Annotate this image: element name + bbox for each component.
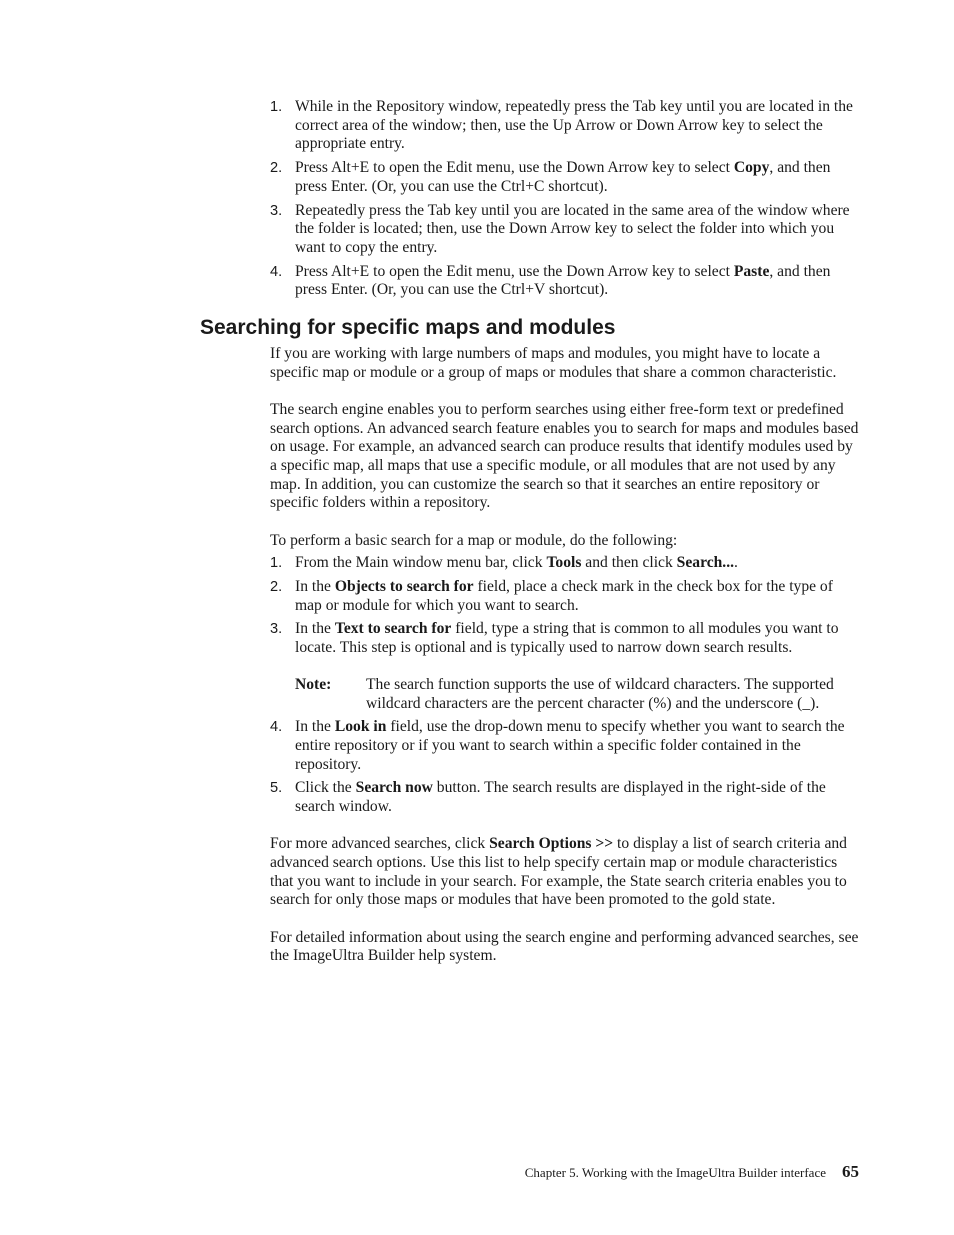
step-text: , and then press Enter. (Or, you can use the Ctrl+V shortcut). <box>295 262 831 299</box>
step-bold: Look in <box>334 718 387 736</box>
list-item <box>270 98 860 154</box>
step-number: 2. <box>270 160 283 177</box>
step-text: and then click <box>581 554 677 572</box>
search-steps-list-continued <box>270 718 860 817</box>
step-text: Click the <box>295 779 356 797</box>
step-text: While in the Repository window, repeatedly press the Tab key until you are located in the correct area of the window; then, use the Up Arrow or Down Arrow key to select the appropriate entry. <box>295 98 853 153</box>
list-item <box>270 578 860 615</box>
step-number: 3. <box>270 202 283 219</box>
step-text: field, place a check mark in the check box for the type of map or module for which you want to search. <box>295 578 833 614</box>
search-steps-list <box>270 554 860 658</box>
note-text: The search function supports the use of wildcard characters. The supported wildcard characters are the percent character (%) and the underscore (_). <box>366 675 834 712</box>
paragraph-search-engine: The search engine enables you to perform searches using either free-form text or predefined search options. An advanced search feature enables you to search for maps and modules based on usage. For example, an advanced search can produce results that identify modules used by a specific map, all maps that use a specific module, or all modules that are not used by any map. In addition, you can customize the search so that it searches an entire repository or specific folders within a repository. <box>270 400 859 512</box>
paragraph-lead-in: To perform a basic search for a map or module, do the following: <box>270 531 678 549</box>
step-number: 5. <box>270 780 283 797</box>
paragraph-text: For more advanced searches, click <box>270 835 490 853</box>
list-item <box>270 718 860 774</box>
note-block <box>295 676 860 713</box>
step-text: button. The search results are displayed in the right-side of the search window. <box>295 779 826 816</box>
step-bold: Search now <box>355 779 433 797</box>
section-body <box>270 345 860 984</box>
note-label: Note: <box>295 675 332 693</box>
step-number: 4. <box>270 719 283 736</box>
step-text: In the <box>295 718 335 736</box>
step-bold: Copy <box>733 159 770 177</box>
step-bold: Paste <box>733 262 770 280</box>
step-text: Press Alt+E to open the Edit menu, use the Down Arrow key to select <box>295 159 734 177</box>
paragraph-detail: For detailed information about using the search engine and performing advanced searches, see the ImageUltra Builder help system. <box>270 928 859 965</box>
step-number: 4. <box>270 263 283 280</box>
paragraph-text: to display a list of search criteria and advanced search options. Use this list to help specify certain map or module characteristics that you want to include in your search. For example, the State search criteria enables you to search for only those maps or modules that have been promoted to the gold state. <box>270 835 847 909</box>
step-text: In the <box>295 620 335 638</box>
paragraph-intro: If you are working with large numbers of maps and modules, you might have to locate a specific map or module or a group of maps or modules that share a common characteristic. <box>270 345 837 381</box>
step-text: field, use the drop-down menu to specify whether you want to search the entire repository or if you want to search within a specific folder contained in the repository. <box>295 718 845 773</box>
step-bold: Search... <box>676 554 734 572</box>
step-text: , and then press Enter. (Or, you can use the Ctrl+C shortcut). <box>295 159 831 195</box>
step-bold: Text to search for <box>334 620 452 638</box>
paragraph-bold: Search Options >> <box>489 835 614 853</box>
list-item <box>270 202 860 258</box>
list-item <box>270 779 860 816</box>
step-text: Press Alt+E to open the Edit menu, use the Down Arrow key to select <box>295 262 734 280</box>
step-text: . <box>734 554 738 572</box>
step-bold: Objects to search for <box>334 578 474 596</box>
step-number: 1. <box>270 99 283 115</box>
paragraph-advanced <box>270 835 860 910</box>
step-bold: Tools <box>546 554 582 572</box>
list-item <box>270 159 860 196</box>
copy-steps-list <box>270 98 860 300</box>
list-item <box>270 263 860 300</box>
page-number: 65 <box>842 1162 859 1181</box>
list-item <box>270 620 860 657</box>
step-text: From the Main window menu bar, click <box>295 554 547 572</box>
page-footer <box>525 1162 859 1183</box>
step-number: 1. <box>270 555 283 572</box>
step-text: Repeatedly press the Tab key until you are located in the same area of the window where the folder is located; then, use the Down Arrow key to select the folder into which you want to copy the entry. <box>295 201 850 256</box>
step-number: 2. <box>270 579 283 596</box>
section-heading: Searching for specific maps and modules <box>200 316 616 339</box>
step-text: In the <box>295 578 335 596</box>
step-text: field, type a string that is common to all modules you want to locate. This step is optional and is typically used to narrow down search results. <box>295 620 839 657</box>
chapter-title: Chapter 5. Working with the ImageUltra Builder interface <box>524 1165 826 1180</box>
copy-steps <box>270 98 860 305</box>
step-number: 3. <box>270 621 283 638</box>
list-item <box>270 554 860 573</box>
